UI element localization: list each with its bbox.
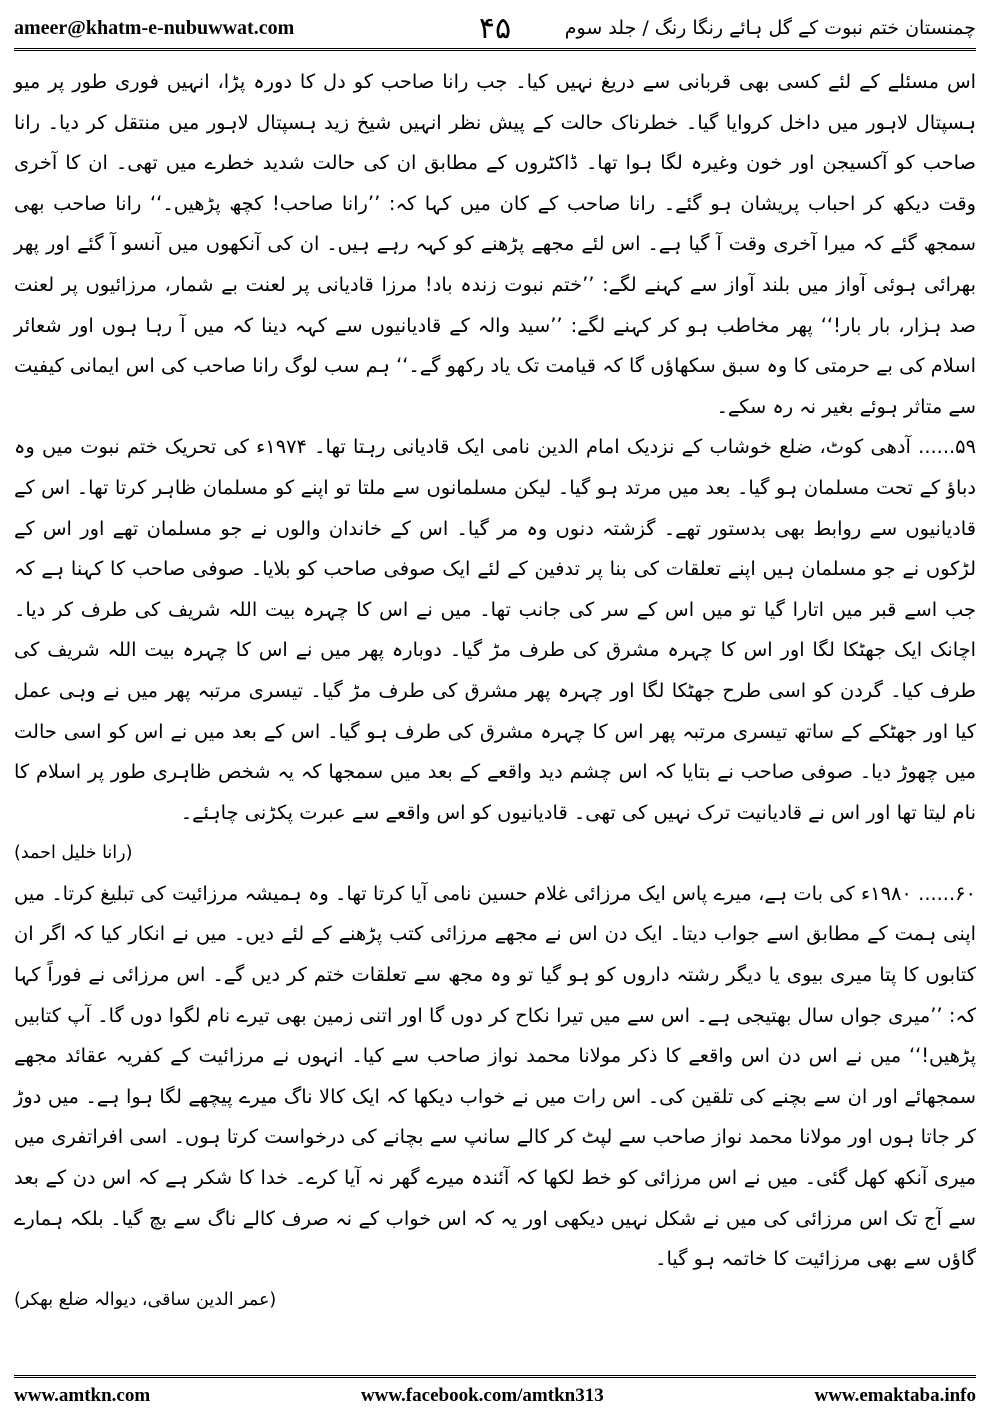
page-header bbox=[14, 8, 976, 51]
footer-link-facebook[interactable]: www.facebook.com/amtkn313 bbox=[360, 1385, 604, 1406]
page-content bbox=[14, 62, 976, 1370]
paragraph-59: ۵۹...... آدھی کوٹ، ضلع خوشاب کے نزدیک امام الدین نامی ایک قادیانی رہتا تھا۔ ۱۹۷۴ء کی تحریک ختم نبوت میں وہ دباؤ کے تحت مسلمان ہو گیا۔ بعد میں مرتد ہو گیا۔ لیکن مسلمانوں سے ملتا تو اپنے کو مسلمان ظاہر کرتا تھا۔ اس کے قادیانیوں سے روابط بھی بدستور تھے۔ گزشتہ دنوں وہ مر گیا۔ اس کے خاندان والوں نے جو مسلمان تھے اور اس کے لڑکوں نے جو مسلمان ہیں اپنے تعلقات کی بنا پر تدفین کے لئے ایک صوفی صاحب کو بلایا۔ صوفی صاحب کا کہنا ہے کہ جب اسے قبر میں اتارا گیا تو میں اس کے سر کی جانب تھا۔ میں نے اس کا چہرہ بیت اللہ شریف کی طرف کر دیا۔ اچانک ایک جھٹکا لگا اور اس کا چہرہ مشرق کی طرف مڑ گیا۔ دوبارہ پھر میں نے اس کا چہرہ بیت اللہ شریف کی طرف کیا۔ گردن کو اسی طرح جھٹکا لگا اور چہرہ پھر مشرق کی طرف مڑ گیا۔ تیسری مرتبہ پھر میں نے وہی عمل کیا اور جھٹکے کے ساتھ تیسری مرتبہ پھر اس کا چہرہ مشرق کی طرف ہو گیا۔ اس کے بعد میں نے اس کو اسی حالت میں چھوڑ دیا۔ صوفی صاحب نے بتایا کہ اس چشم دید واقعے کے بعد میں سمجھا کہ یہ شخص ظاہری طور پر اسلام کا نام لیتا تھا اور اس نے قادیانیت ترک نہیں کی تھی۔ قادیانیوں کو اس واقعے سے عبرت پکڑنی چاہئے۔ bbox=[14, 435, 976, 824]
page-number: ۴۵ bbox=[478, 10, 512, 46]
footer-link-amtkn[interactable]: www.amtkn.com bbox=[14, 1385, 151, 1406]
book-title: چمنستان ختم نبوت کے گل ہائے رنگا رنگ / جلد سوم bbox=[564, 17, 976, 39]
page-footer bbox=[14, 1375, 976, 1414]
footer-link-emaktaba[interactable]: www.emaktaba.info bbox=[814, 1385, 976, 1406]
header-email[interactable]: ameer@khatm-e-nubuwwat.com bbox=[14, 16, 295, 39]
signature-line bbox=[14, 833, 976, 874]
paragraph-rana-sahib: اس مسئلے کے لئے کسی بھی قربانی سے دریغ نہیں کیا۔ جب رانا صاحب کو دل کا دورہ پڑا، انہیں فوری طور پر میو ہسپتال لاہور میں داخل کروایا گیا۔ خطرناک حالت کے پیش نظر انہیں شیخ زید ہسپتال لاہور میں منتقل کر دیا۔ رانا صاحب کو آکسیجن اور خون وغیرہ لگا ہوا تھا۔ ڈاکٹروں کے مطابق ان کی حالت شدید خطرے میں تھی۔ ان کا آخری وقت دیکھ کر احباب پریشان ہو گئے۔ رانا صاحب کے کان میں کہا کہ: ’’رانا صاحب! کچھ پڑھیں۔‘‘ رانا صاحب بھی سمجھ گئے کہ میرا آخری وقت آ گیا ہے۔ اس لئے مجھے پڑھنے کو کہہ رہے ہیں۔ ان کی آنکھوں میں آنسو آ گئے اور پھر بھرائی ہوئی آواز میں بلند آواز سے کہنے لگے: ’’ختم نبوت زندہ باد! مرزا قادیانی پر لعنت بے شمار، مرزائیوں پر لعنت صد ہزار، بار بار!‘‘ پھر مخاطب ہو کر کہنے لگے: ’’سید والہ کے قادیانیوں سے کہہ دینا کہ میں آ رہا ہوں اور شعائر اسلام کی بے حرمتی کا وہ سبق سکھاؤں گا کہ قیامت تک یاد رکھو گے۔‘‘ ہم سب لوگ رانا صاحب کی اس ایمانی کیفیت سے متاثر ہوئے بغیر نہ رہ سکے۔ bbox=[14, 70, 976, 418]
signature-rana-khalil: (رانا خلیل احمد) bbox=[14, 843, 133, 864]
signature-line-2 bbox=[14, 1280, 976, 1321]
paragraph-60: ۶۰...... ۱۹۸۰ء کی بات ہے، میرے پاس ایک مرزائی غلام حسین نامی آیا کرتا تھا۔ وہ ہمیشہ مرزائیت کی تبلیغ کرتا۔ میں اپنی ہمت کے مطابق اسے جواب دیتا۔ ایک دن اس نے مجھے مرزائی کتب پڑھنے کے لئے دیں۔ میں نے انکار کیا کہ اگر ان کتابوں کا پتا میری بیوی یا دیگر رشتہ داروں کو ہو گیا تو وہ مجھ سے تعلقات ختم کر دیں گے۔ اس مرزائی نے فوراً کہا کہ: ’’میری جواں سال بھتیجی ہے۔ اس سے میں تیرا نکاح کر دوں گا اور اتنی زمین بھی تیرے نام لگوا دوں گا۔ آپ کتابیں پڑھیں!‘‘ میں نے اس دن اس واقعے کا ذکر مولانا محمد نواز صاحب سے کیا۔ انہوں نے مرزائیت کے کفریہ عقائد مجھے سمجھائے اور ان سے بچنے کی تلقین کی۔ اس رات میں نے خواب دیکھا کہ ایک کالا ناگ میرے پیچھے لگا ہوا ہے۔ میں دوڑ کر جاتا ہوں اور مولانا محمد نواز صاحب سے لپٹ کر کالے سانپ سے بچانے کی درخواست کرتا ہوں۔ اسی افراتفری میں میری آنکھ کھل گئی۔ میں نے اس مرزائی کو خط لکھا کہ آئندہ میرے گھر نہ آیا کرے۔ خدا کا شکر ہے کہ اس دن کے بعد سے آج تک اس مرزائی کی میں نے شکل نہیں دیکھی اور یہ کہ اس خواب کے نہ صرف کالے ناگ سے بچ گیا۔ بلکہ ہمارے گاؤں سے بھی مرزائیت کا خاتمہ ہو گیا۔ bbox=[14, 881, 976, 1271]
signature-umar-uddin: (عمر الدین ساقی، دیوالہ ضلع بھکر) bbox=[14, 1289, 277, 1310]
